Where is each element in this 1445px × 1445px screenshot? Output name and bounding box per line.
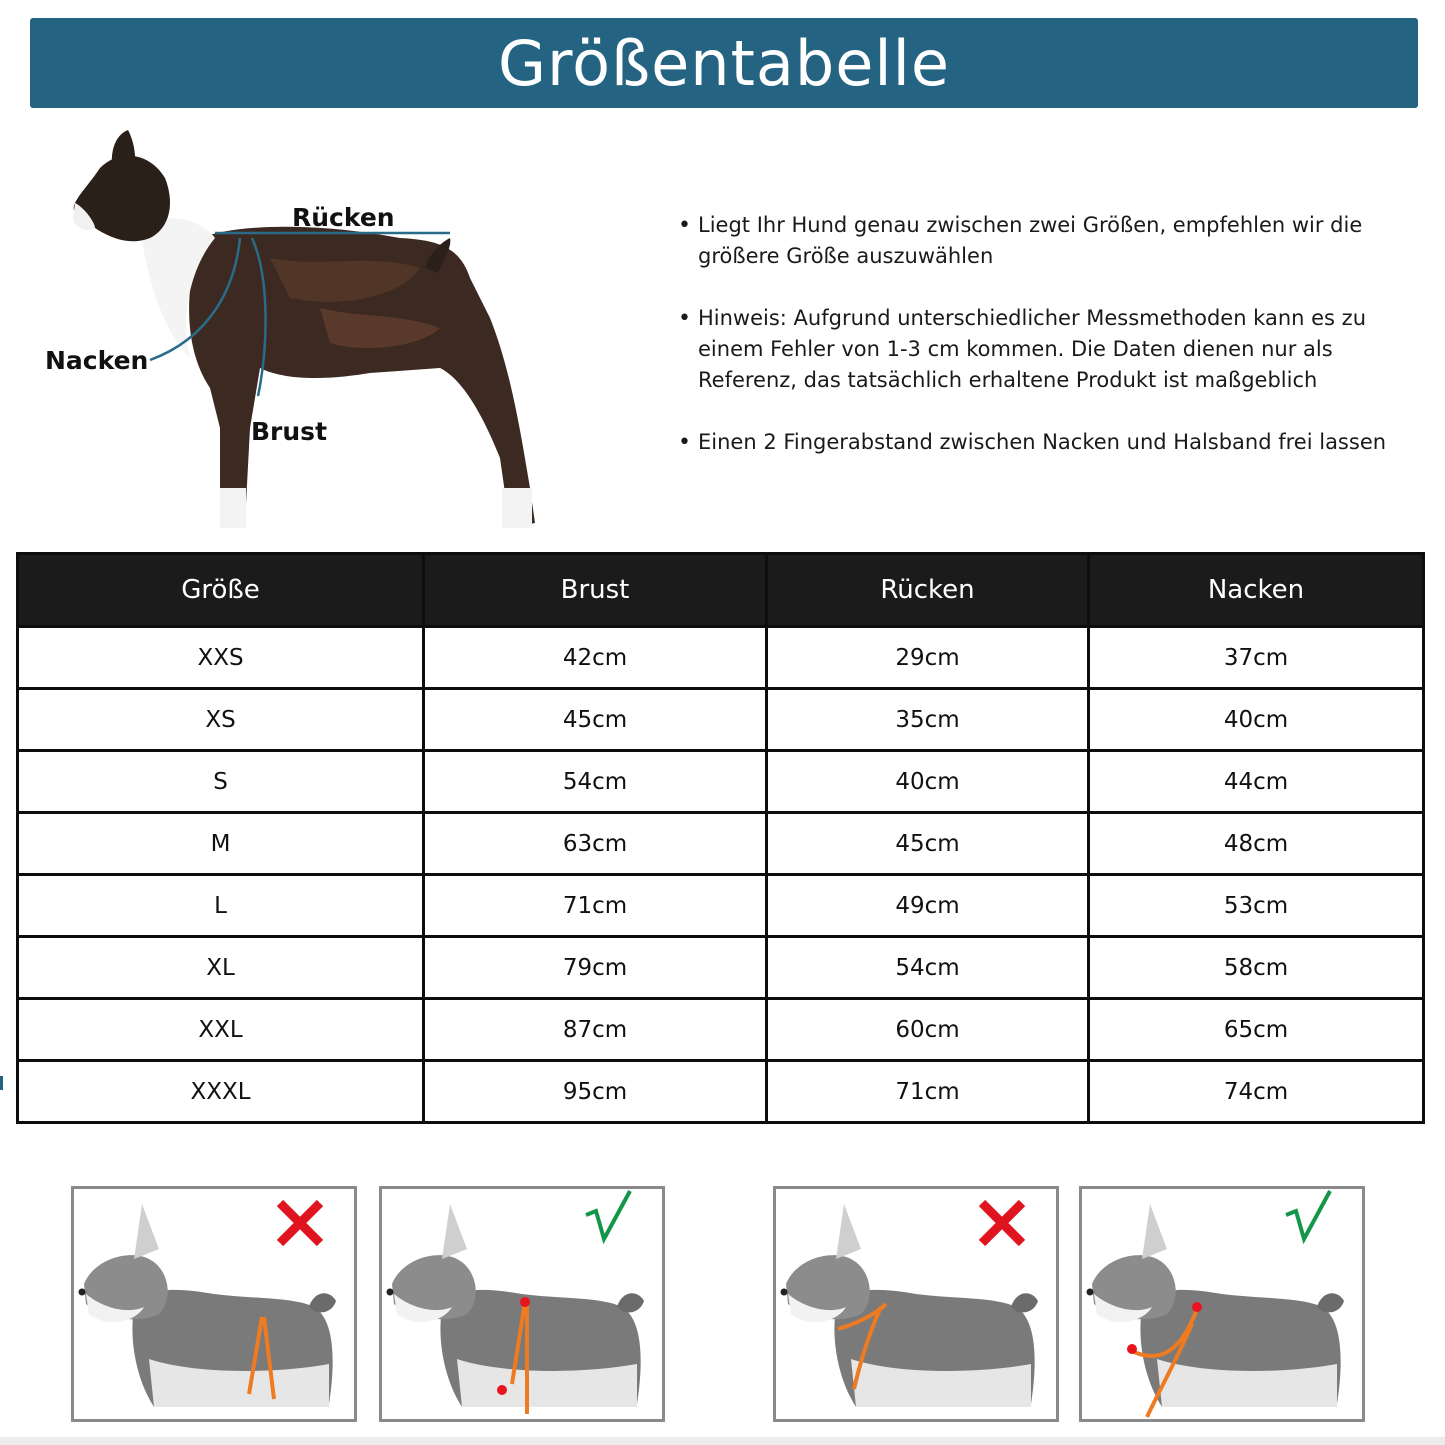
table-row <box>18 875 1424 937</box>
cell-back: 40cm <box>767 751 1089 813</box>
label-neck: Nacken <box>45 346 149 375</box>
cell-back: 60cm <box>767 999 1089 1061</box>
cell-size: XL <box>18 937 424 999</box>
tip-card-neck-correct <box>1079 1186 1365 1422</box>
cell-back: 71cm <box>767 1061 1089 1123</box>
tip-card-chest-wrong <box>71 1186 357 1422</box>
cell-size: S <box>18 751 424 813</box>
title-banner <box>30 18 1418 108</box>
cell-neck: 37cm <box>1089 627 1424 689</box>
header-chest: Brust <box>424 554 767 627</box>
label-back: Rücken <box>292 203 395 232</box>
note-item: • Hinweis: Aufgrund unterschiedlicher Messmethoden kann es zu einem Fehler von 1-3 cm kommen. Die Daten dienen nur als Referenz, das tatsächlich erhaltene Produkt ist maßgeblich <box>678 303 1418 396</box>
cell-chest: 42cm <box>424 627 767 689</box>
cell-size: L <box>18 875 424 937</box>
bottom-divider <box>0 1437 1445 1445</box>
header-neck: Nacken <box>1089 554 1424 627</box>
edge-marker <box>0 1076 3 1090</box>
label-chest: Brust <box>251 417 328 446</box>
cell-back: 49cm <box>767 875 1089 937</box>
table-row <box>18 689 1424 751</box>
note-item: • Liegt Ihr Hund genau zwischen zwei Größen, empfehlen wir die größere Größe auszuwählen <box>678 210 1418 272</box>
cell-back: 54cm <box>767 937 1089 999</box>
table-row <box>18 999 1424 1061</box>
cell-neck: 53cm <box>1089 875 1424 937</box>
check-icon <box>582 1189 634 1250</box>
cell-chest: 71cm <box>424 875 767 937</box>
table-row <box>18 627 1424 689</box>
cell-chest: 54cm <box>424 751 767 813</box>
check-icon <box>1282 1189 1334 1250</box>
table-row <box>18 1061 1424 1123</box>
cell-size: XXS <box>18 627 424 689</box>
cell-back: 35cm <box>767 689 1089 751</box>
table-row <box>18 751 1424 813</box>
cell-chest: 95cm <box>424 1061 767 1123</box>
cell-neck: 65cm <box>1089 999 1424 1061</box>
cell-neck: 44cm <box>1089 751 1424 813</box>
size-table <box>16 552 1425 1124</box>
cell-size: M <box>18 813 424 875</box>
cross-icon <box>274 1197 326 1254</box>
dog-measurement-illustration <box>40 128 560 548</box>
cell-neck: 74cm <box>1089 1061 1424 1123</box>
header-back: Rücken <box>767 554 1089 627</box>
cross-icon <box>976 1197 1028 1254</box>
tip-card-neck-wrong <box>773 1186 1059 1422</box>
note-item: • Einen 2 Fingerabstand zwischen Nacken und Halsband frei lassen <box>678 427 1418 458</box>
cell-chest: 79cm <box>424 937 767 999</box>
cell-back: 45cm <box>767 813 1089 875</box>
table-row <box>18 937 1424 999</box>
cell-chest: 63cm <box>424 813 767 875</box>
cell-neck: 48cm <box>1089 813 1424 875</box>
cell-neck: 40cm <box>1089 689 1424 751</box>
cell-chest: 45cm <box>424 689 767 751</box>
boxer-dog-illustration <box>73 130 535 528</box>
cell-size: XXXL <box>18 1061 424 1123</box>
cell-size: XXL <box>18 999 424 1061</box>
cell-chest: 87cm <box>424 999 767 1061</box>
cell-size: XS <box>18 689 424 751</box>
page-title: Größentabelle <box>498 26 950 100</box>
notes-list <box>678 210 1418 489</box>
header-size: Größe <box>18 554 424 627</box>
tip-card-chest-correct <box>379 1186 665 1422</box>
cell-neck: 58cm <box>1089 937 1424 999</box>
table-row <box>18 813 1424 875</box>
cell-back: 29cm <box>767 627 1089 689</box>
table-header-row <box>18 554 1424 627</box>
